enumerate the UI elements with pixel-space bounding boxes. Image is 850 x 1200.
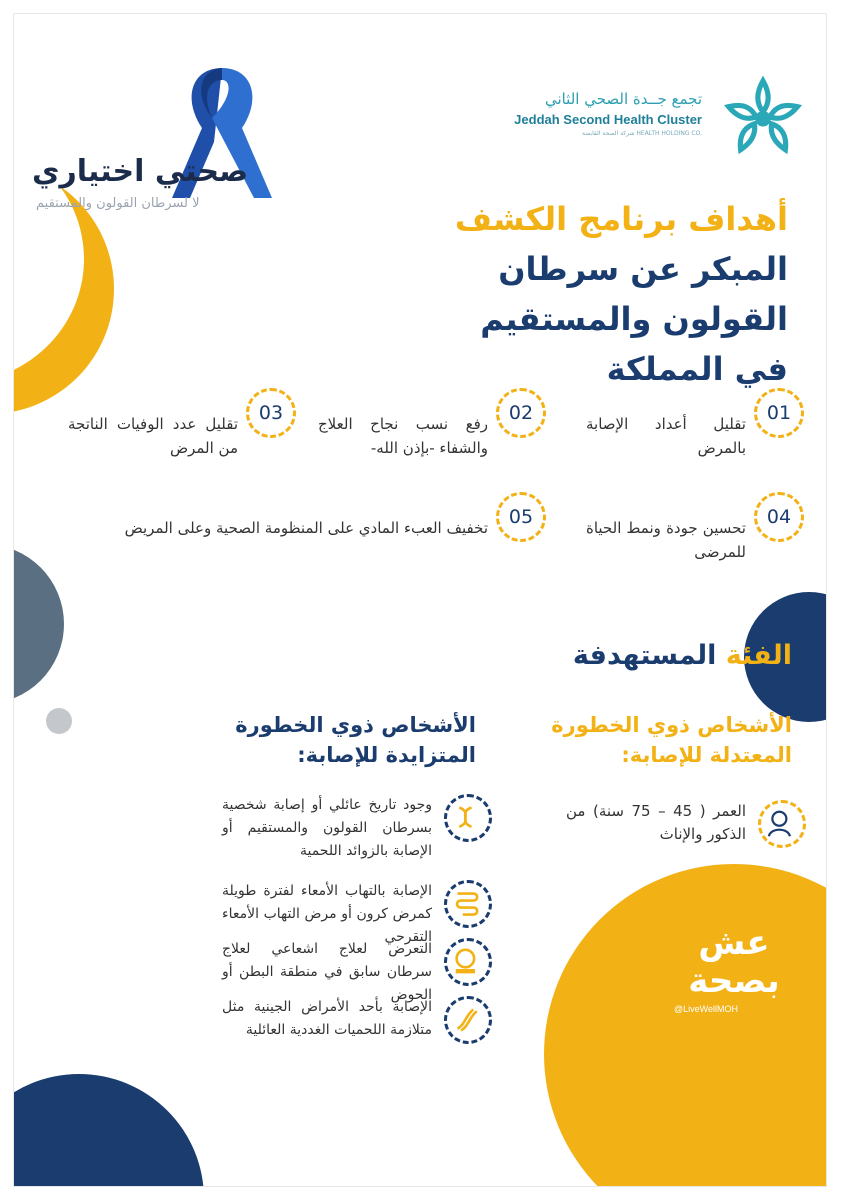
- radiation-scanner-icon: [444, 938, 492, 986]
- cluster-subtitle: شركة الصحة القابضة HEALTH HOLDING CO.: [582, 130, 702, 137]
- goal-text: تحسين جودة ونمط الحياة للمرضى: [586, 519, 746, 561]
- deco-slate-circle: [14, 544, 64, 704]
- person-icon: [758, 800, 806, 848]
- moderate-risk-item: [554, 800, 806, 860]
- goal-number: 04: [754, 492, 804, 542]
- high-risk-item: [222, 880, 492, 945]
- target-group-title: [573, 640, 792, 671]
- high-risk-item: [222, 794, 492, 864]
- goal-number: 05: [496, 492, 546, 542]
- high-risk-text: الإصابة بالتهاب الأمعاء لفترة طويلة كمرض كرون أو مرض التهاب الأمعاء التقرحي: [222, 883, 432, 945]
- goal-number: 02: [496, 388, 546, 438]
- title-line-1: أهداف برنامج الكشف: [454, 200, 788, 238]
- goal-text: تخفيف العبء المادي على المنظومة الصحية وعلى المريض: [124, 519, 488, 537]
- high-risk-title: الأشخاص ذوي الخطورة المتزايدة للإصابة:: [235, 713, 476, 767]
- high-risk-text: وجود تاريخ عائلي أو إصابة شخصية بسرطان القولون والمستقيم أو الإصابة بالزوائد اللحمية: [222, 797, 432, 859]
- deco-yellow-circle-bottom-right: [544, 864, 826, 1186]
- goal-number: 03: [246, 388, 296, 438]
- high-risk-item: [222, 938, 492, 1003]
- cluster-logo: [496, 74, 806, 164]
- live-well-line-2: بصحة: [688, 961, 780, 1001]
- live-well-logo: [674, 924, 794, 1014]
- title-line-4: في المملكة: [606, 350, 788, 388]
- infographic-page: [14, 14, 826, 1186]
- goal-item: [64, 388, 296, 488]
- high-risk-text: الإصابة بأحد الأمراض الجينية مثل متلازمة اللحميات الغددية العائلية: [222, 999, 432, 1038]
- deco-grey-dot: [46, 708, 72, 734]
- dna-icon: [444, 794, 492, 842]
- page-title: [228, 194, 788, 394]
- campaign-word: صحتي اختياري: [32, 154, 249, 189]
- goal-text: تقليل عدد الوفيات الناتجة من المرض: [68, 415, 238, 457]
- star-flower-logo-icon: [720, 74, 806, 160]
- goal-item: [574, 492, 804, 602]
- cluster-name-arabic: تجمع جــدة الصحي الثاني: [544, 90, 702, 108]
- goal-item: [314, 388, 546, 488]
- moderate-risk-title: الأشخاص ذوي الخطورة المعتدلة للإصابة:: [551, 713, 792, 767]
- social-handle: @LiveWellMOH: [674, 1004, 738, 1014]
- title-line-2: المبكر عن سرطان: [498, 250, 788, 288]
- high-risk-text: التعرض لعلاج اشعاعي لعلاج سرطان سابق في منطقة البطن أو الحوض: [222, 941, 432, 1003]
- goal-item: [574, 388, 804, 488]
- intestine-icon: [444, 880, 492, 928]
- goal-item: [64, 492, 546, 582]
- gene-icon: [444, 996, 492, 1044]
- deco-navy-circle-bottom-left: [14, 1074, 204, 1186]
- campaign-tagline: لا لسرطان القولون والمستقيم: [36, 196, 200, 211]
- target-title-navy: المستهدفة: [572, 640, 717, 671]
- goal-text: تقليل أعداد الإصابة بالمرض: [586, 415, 746, 457]
- cluster-name-english: Jeddah Second Health Cluster: [514, 112, 702, 127]
- live-well-line-1: عش: [698, 923, 770, 963]
- title-line-3: القولون والمستقيم: [480, 300, 788, 338]
- goal-text: رفع نسب نجاح العلاج والشفاء -بإذن الله-: [318, 415, 488, 457]
- target-title-yellow: الفئة: [725, 640, 792, 671]
- moderate-risk-text: العمر ( 45 – 75 سنة) من الذكور والإناث: [566, 802, 746, 843]
- high-risk-item: [222, 996, 492, 1052]
- goal-number: 01: [754, 388, 804, 438]
